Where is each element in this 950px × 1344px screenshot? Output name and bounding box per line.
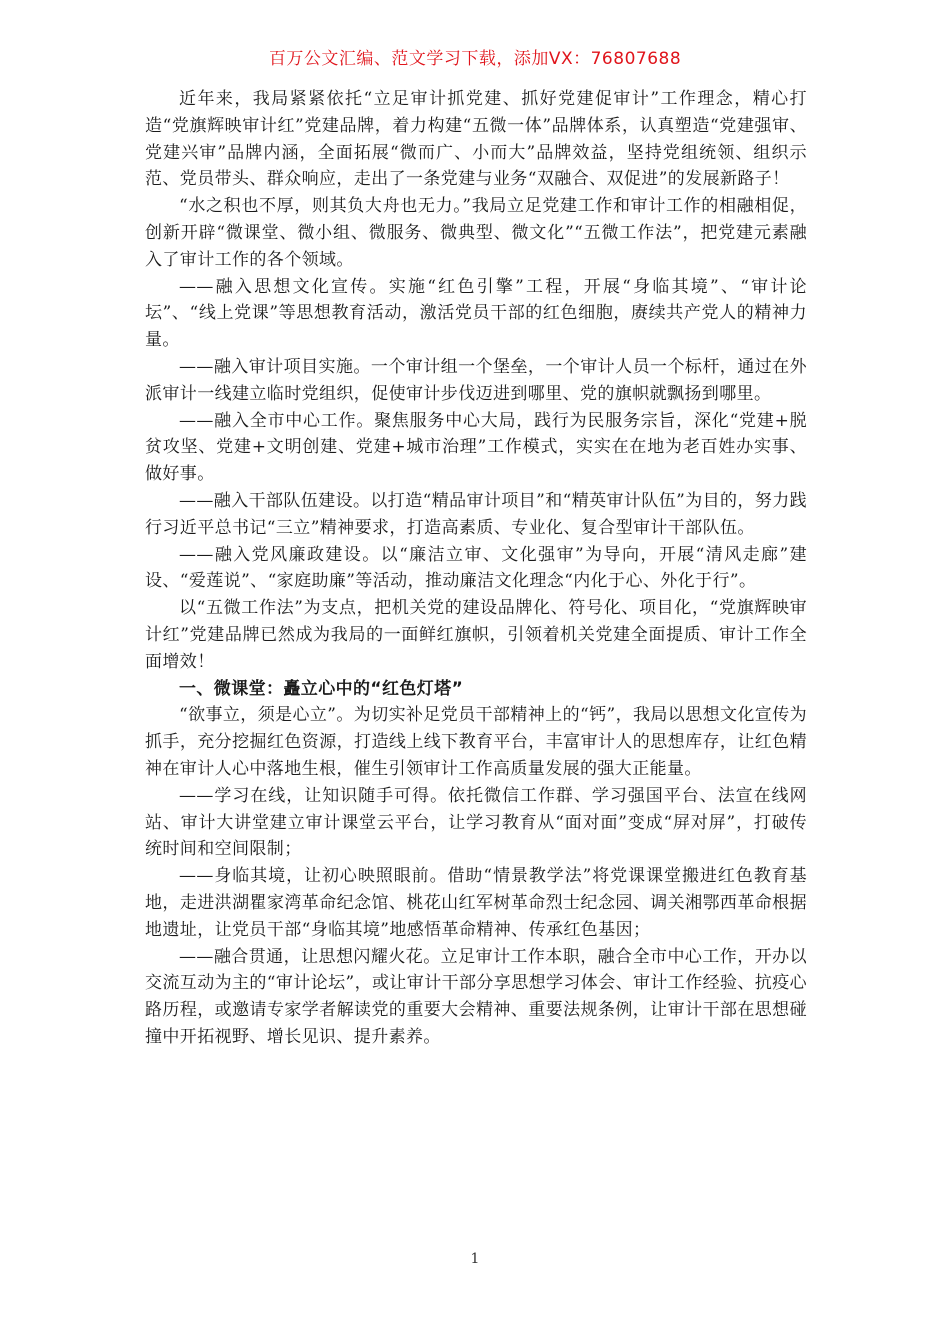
section-paragraph: ——学习在线，让知识随手可得。依托微信工作群、学习强国平台、法宣在线网站、审计大讲堂建立审计课堂云平台，让学习教育从“面对面”变成“屏对屏”，打破传统时间和空间限制； [145,785,807,860]
promo-header: 百万公文汇编、范文学习下载，添加VX：76807688 [268,49,682,69]
body-paragraph: 以“五微工作法”为支点，把机关党的建设品牌化、符号化、项目化，“党旗辉映审计红”党建品牌已然成为我局的一面鲜红旗帜，引领着机关党建全面提质、审计工作全面增效！ [145,598,807,672]
section-heading: 一、微课堂：矗立心中的“红色灯塔” [179,678,464,699]
section-paragraph: ——融合贯通，让思想闪耀火花。立足审计工作本职，融合全市中心工作，开办以交流互动为主的“审计论坛”，或让审计干部分享思想学习体会、审计工作经验、抗疫心路历程，或邀请专家学者解读党的重要大会精神、重要法规条例，让审计干部在思想碰撞中开拓视野、增长见识、提升素养。 [145,946,807,1047]
body-paragraph: 近年来，我局紧紧依托“立足审计抓党建、抓好党建促审计”工作理念，精心打造“党旗辉映审计红”党建品牌，着力构建“五微一体”品牌体系，认真塑造“党建强审、党建兴审”品牌内涵，全面拓展“微而广、小而大”品牌效益，坚持党组统领、组织示范、党员带头、群众响应，走出了一条党建与业务“双融合、双促进”的发展新路子！ [145,89,807,190]
body-paragraph: ——融入干部队伍建设。以打造“精品审计项目”和“精英审计队伍”为目的，努力践行习近平总书记“三立”精神要求，打造高素质、专业化、复合型审计干部队伍。 [145,490,807,538]
document-body [145,86,807,1051]
body-paragraph: “水之积也不厚，则其负大舟也无力。”我局立足党建工作和审计工作的相融相促，创新开辟“微课堂、微小组、微服务、微典型、微文化”“五微工作法”，把党建元素融入了审计工作的各个领域。 [145,196,807,270]
page-number: 1 [470,1251,480,1267]
section-paragraph: ——身临其境，让初心映照眼前。借助“情景教学法”将党课课堂搬进红色教育基地，走进洪湖瞿家湾革命纪念馆、桃花山红军树革命烈士纪念园、调关湘鄂西革命根据地遗址，让党员干部“身临其境”地感悟革命精神、传承红色基因； [145,866,807,940]
section-paragraph: “欲事立，须是心立”。为切实补足党员干部精神上的“钙”，我局以思想文化宣传为抓手，充分挖掘红色资源，打造线上线下教育平台，丰富审计人的思想库存，让红色精神在审计人心中落地生根，催生引领审计工作高质量发展的强大正能量。 [145,705,807,779]
body-paragraph: ——融入党风廉政建设。以“廉洁立审、文化强审”为导向，开展“清风走廊”建设、“爱莲说”、“家庭助廉”等活动，推动廉洁文化理念“内化于心、外化于行”。 [145,544,807,592]
body-paragraph: ——融入全市中心工作。聚焦服务中心大局，践行为民服务宗旨，深化“党建+脱贫攻坚、党建+文明创建、党建+城市治理”工作模式，实实在在地为老百姓办实事、做好事。 [145,410,807,485]
body-paragraph: ——融入思想文化宣传。实施“红色引擎”工程，开展“身临其境”、“审计论坛”、“线上党课”等思想教育活动，激活党员干部的红色细胞，赓续共产党人的精神力量。 [145,276,808,351]
body-paragraph: ——融入审计项目实施。一个审计组一个堡垒，一个审计人员一个标杆，通过在外派审计一线建立临时党组织，促使审计步伐迈进到哪里、党的旗帜就飘扬到哪里。 [145,356,807,404]
